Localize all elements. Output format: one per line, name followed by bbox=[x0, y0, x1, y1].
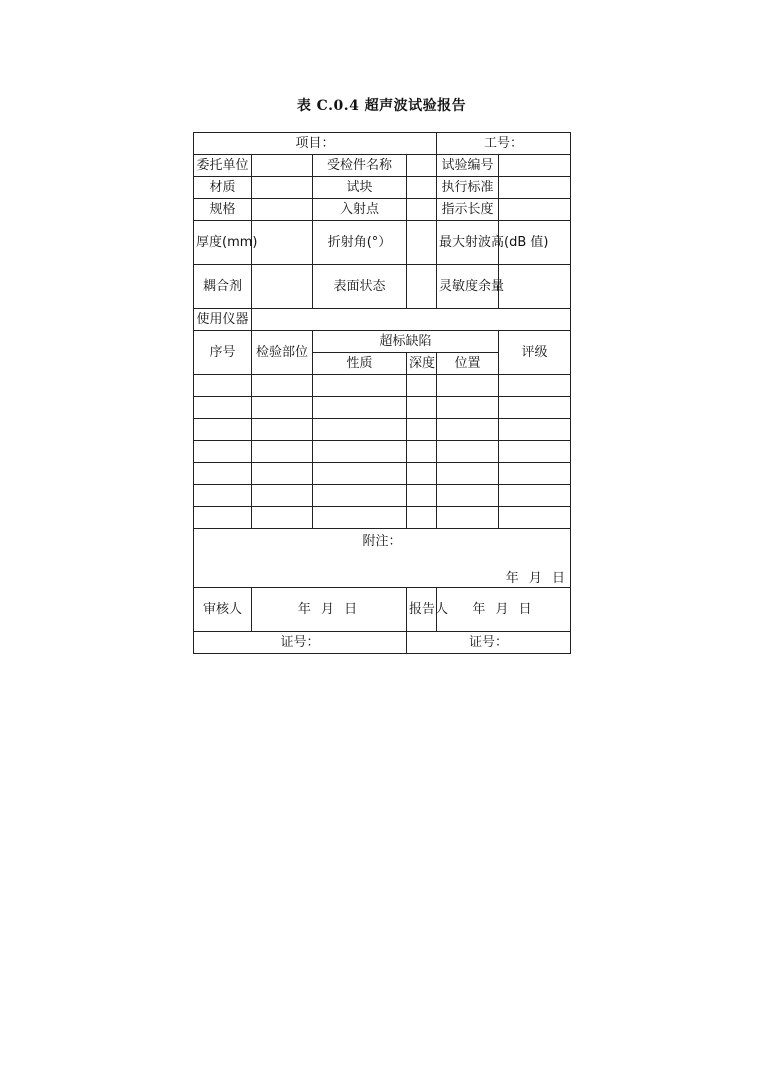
reporter-date: 年 月 日 bbox=[437, 588, 571, 632]
indicated-length-value bbox=[499, 199, 571, 221]
notes-row bbox=[194, 529, 571, 588]
defect-rows bbox=[194, 375, 571, 529]
defect-row bbox=[194, 419, 571, 441]
depth-cell bbox=[407, 419, 437, 441]
reviewer-label: 审核人 bbox=[194, 588, 252, 632]
defect-row bbox=[194, 397, 571, 419]
spec-row bbox=[194, 199, 571, 221]
defect-row bbox=[194, 375, 571, 397]
location-cell bbox=[252, 507, 313, 529]
test-no-label: 试验编号 bbox=[437, 155, 499, 177]
depth-header: 深度 bbox=[407, 353, 437, 375]
grade-cell bbox=[499, 375, 571, 397]
sensitivity-value bbox=[499, 265, 571, 309]
nature-header: 性质 bbox=[313, 353, 407, 375]
couplant-label: 耦合剂 bbox=[194, 265, 252, 309]
notes-cell bbox=[194, 529, 571, 588]
surface-value bbox=[407, 265, 437, 309]
instrument-label: 使用仪器 bbox=[194, 309, 252, 331]
client-label: 委托单位 bbox=[194, 155, 252, 177]
instrument-row bbox=[194, 309, 571, 331]
nature-cell bbox=[313, 419, 407, 441]
seq-header: 序号 bbox=[194, 331, 252, 375]
standard-label: 执行标准 bbox=[437, 177, 499, 199]
grade-cell bbox=[499, 485, 571, 507]
position-cell bbox=[437, 375, 499, 397]
client-value bbox=[252, 155, 313, 177]
depth-cell bbox=[407, 463, 437, 485]
position-header: 位置 bbox=[437, 353, 499, 375]
entry-point-value bbox=[407, 199, 437, 221]
depth-cell bbox=[407, 485, 437, 507]
refraction-angle-label: 折射角(°） bbox=[313, 221, 407, 265]
grade-cell bbox=[499, 397, 571, 419]
location-cell bbox=[252, 375, 313, 397]
seq-cell bbox=[194, 397, 252, 419]
spec-value bbox=[252, 199, 313, 221]
test-block-value bbox=[407, 177, 437, 199]
nature-cell bbox=[313, 463, 407, 485]
nature-cell bbox=[313, 441, 407, 463]
depth-cell bbox=[407, 397, 437, 419]
defect-header-row bbox=[194, 331, 571, 353]
max-echo-label: 最大射波高(dB 值) bbox=[437, 221, 499, 265]
seq-cell bbox=[194, 507, 252, 529]
position-cell bbox=[437, 397, 499, 419]
seq-cell bbox=[194, 419, 252, 441]
item-name-value bbox=[407, 155, 437, 177]
ultrasonic-test-report-table bbox=[193, 132, 571, 654]
instrument-value bbox=[252, 309, 571, 331]
spec-label: 规格 bbox=[194, 199, 252, 221]
grade-cell bbox=[499, 507, 571, 529]
thickness-label: 厚度(mm) bbox=[194, 221, 252, 265]
sensitivity-label: 灵敏度余量 bbox=[437, 265, 499, 309]
couplant-value bbox=[252, 265, 313, 309]
material-label: 材质 bbox=[194, 177, 252, 199]
test-no-value bbox=[499, 155, 571, 177]
defect-row bbox=[194, 463, 571, 485]
position-cell bbox=[437, 419, 499, 441]
depth-cell bbox=[407, 441, 437, 463]
cert-right: 证号： bbox=[407, 632, 571, 654]
location-cell bbox=[252, 485, 313, 507]
position-cell bbox=[437, 463, 499, 485]
seq-cell bbox=[194, 485, 252, 507]
defect-row bbox=[194, 441, 571, 463]
depth-cell bbox=[407, 375, 437, 397]
notes-date: 年 月 日 bbox=[505, 571, 569, 586]
nature-cell bbox=[313, 375, 407, 397]
grade-cell bbox=[499, 463, 571, 485]
refraction-angle-value bbox=[407, 221, 437, 265]
test-block-label: 试块 bbox=[313, 177, 407, 199]
standard-value bbox=[499, 177, 571, 199]
location-cell bbox=[252, 463, 313, 485]
nature-cell bbox=[313, 507, 407, 529]
surface-label: 表面状态 bbox=[313, 265, 407, 309]
thickness-value bbox=[252, 221, 313, 265]
signature-row bbox=[194, 588, 571, 632]
report-title: 表 C.0.4 超声波试验报告 bbox=[296, 98, 467, 114]
position-cell bbox=[437, 507, 499, 529]
position-cell bbox=[437, 485, 499, 507]
over-defect-header: 超标缺陷 bbox=[313, 331, 499, 353]
nature-cell bbox=[313, 485, 407, 507]
couplant-row bbox=[194, 265, 571, 309]
location-cell bbox=[252, 441, 313, 463]
position-cell bbox=[437, 441, 499, 463]
material-value bbox=[252, 177, 313, 199]
defect-row bbox=[194, 507, 571, 529]
seq-cell bbox=[194, 463, 252, 485]
cert-left: 证号： bbox=[194, 632, 407, 654]
grade-cell bbox=[499, 441, 571, 463]
indicated-length-label: 指示长度 bbox=[437, 199, 499, 221]
reporter-label: 报告人 bbox=[407, 588, 437, 632]
grade-cell bbox=[499, 419, 571, 441]
seq-cell bbox=[194, 441, 252, 463]
project-row bbox=[194, 133, 571, 155]
nature-cell bbox=[313, 397, 407, 419]
certificate-row bbox=[194, 632, 571, 654]
depth-cell bbox=[407, 507, 437, 529]
seq-cell bbox=[194, 375, 252, 397]
notes-label: 附注： bbox=[362, 534, 402, 549]
defect-row bbox=[194, 485, 571, 507]
reviewer-date: 年 月 日 bbox=[252, 588, 407, 632]
entry-point-label: 入射点 bbox=[313, 199, 407, 221]
item-name-label: 受检件名称 bbox=[313, 155, 407, 177]
location-header: 检验部位 bbox=[252, 331, 313, 375]
thickness-row bbox=[194, 221, 571, 265]
client-row bbox=[194, 155, 571, 177]
project-label: 项目： bbox=[194, 133, 437, 155]
location-cell bbox=[252, 397, 313, 419]
work-no-label: 工号： bbox=[437, 133, 571, 155]
location-cell bbox=[252, 419, 313, 441]
grade-header: 评级 bbox=[499, 331, 571, 375]
material-row bbox=[194, 177, 571, 199]
